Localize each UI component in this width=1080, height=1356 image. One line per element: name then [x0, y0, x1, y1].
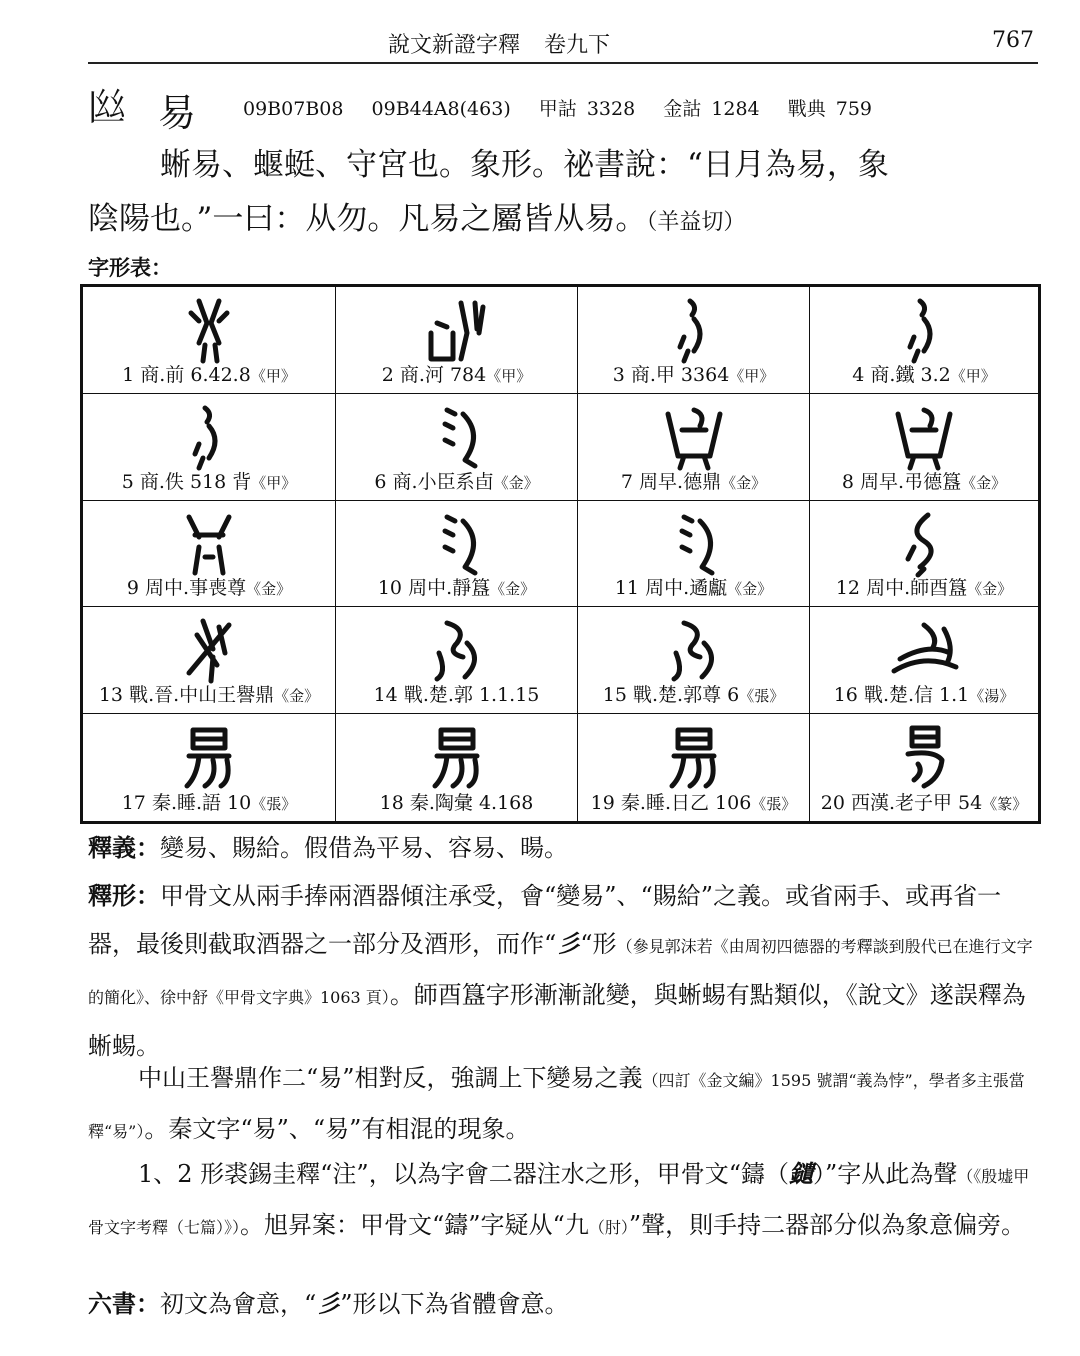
- glyph-number: 17: [121, 792, 146, 814]
- glyph-corpus-tag: 《金》: [961, 473, 1007, 492]
- glyph-stroke: [469, 760, 476, 786]
- glyph-corpus-tag: 《甲》: [251, 473, 297, 492]
- glyph-stroke: [445, 531, 453, 535]
- glyph-cell: [578, 394, 810, 501]
- oracle-glyph-vessels-pouring-icon: [417, 293, 497, 365]
- glyph-stroke: [453, 760, 462, 786]
- glyph-stroke: [195, 547, 199, 573]
- glyph-source-reference: 戰.楚.郭尊 6: [633, 684, 740, 707]
- glyph-cell: [578, 607, 810, 714]
- shuowen-quote: [88, 138, 1038, 250]
- glyph-cell: [83, 607, 336, 714]
- glyph-stroke: [479, 307, 483, 333]
- note12-text-3: 。旭昇案：甲骨文“鑄”字疑从“九: [240, 1211, 589, 1239]
- glyph-stroke: [920, 301, 925, 315]
- glyph-corpus-tag: 《甲》: [729, 366, 775, 385]
- glyph-corpus-tag: 《金》: [246, 580, 292, 599]
- bronze-glyph-abbreviated-icon: [654, 507, 734, 579]
- glyph-cell: [336, 607, 578, 714]
- book-title: 說文新證字釋: [388, 33, 521, 58]
- glyph-stroke: [944, 629, 950, 661]
- glyph-stroke: [431, 333, 453, 359]
- glyph-stroke: [684, 623, 700, 657]
- glyph-stroke: [219, 547, 223, 573]
- glyph-stroke: [668, 414, 720, 456]
- glyph-stroke: [680, 337, 684, 347]
- glyph-cell: [336, 394, 578, 501]
- glyph-cell-label: [810, 680, 1038, 707]
- glyph-cell: [810, 501, 1038, 608]
- shixing-text-1: 甲骨文从兩手捧兩酒器傾注承受，會“變易”、“賜給”之義。或省兩手、或再省一器，最後則截取酒器之一部分及酒形，而作“: [88, 882, 1002, 958]
- glyph-cell-label: [336, 467, 577, 494]
- glyph-cell: [83, 501, 336, 608]
- glyph-stroke: [203, 345, 205, 361]
- glyph-stroke: [674, 653, 680, 679]
- shiyi-label: 釋義：: [88, 833, 160, 862]
- inline-glyph-zhu: 𨯯: [788, 1159, 813, 1188]
- glyph-cell-label: [578, 573, 809, 600]
- glyph-stroke: [924, 625, 935, 649]
- glyph-stroke: [437, 323, 447, 327]
- glyph-source-reference: 秦.睡.語 10: [151, 792, 252, 814]
- glyph-corpus-tag: 《篆》: [982, 795, 1028, 813]
- glyph-cell-label: [578, 360, 809, 387]
- glyph-corpus-tag: 《張》: [251, 795, 297, 813]
- liushu-text-1: 初文為會意，“: [160, 1290, 317, 1318]
- glyph-corpus-tag: 《張》: [739, 687, 785, 706]
- glyph-source-reference: 商.小臣系卣: [392, 470, 494, 493]
- glyph-cell-label: [336, 573, 577, 600]
- glyph-cell-label: [810, 573, 1038, 600]
- glyph-cell: [810, 394, 1038, 501]
- chu-glyph-wide-icon: [884, 613, 964, 685]
- glyph-stroke: [924, 410, 932, 426]
- glyph-stroke: [445, 440, 453, 444]
- glyph-cell-label: [83, 680, 335, 707]
- glyph-stroke: [694, 319, 700, 351]
- glyph-stroke: [706, 760, 713, 786]
- glyph-cell-label: [810, 788, 1038, 815]
- entry-headline: [88, 82, 1038, 135]
- glyph-source-reference: 商.前 6.42.8: [140, 363, 251, 386]
- chu-glyph-icon: [654, 613, 734, 685]
- oracle-glyph-hands-vessels-icon: [169, 293, 249, 365]
- glyph-cell: [810, 287, 1038, 394]
- glyph-source-reference: 商.鐵 3.2: [870, 363, 951, 386]
- qin-glyph-icon: [169, 720, 249, 792]
- glyph-corpus-tag: 《湯》: [969, 687, 1015, 706]
- glyph-stroke: [211, 657, 213, 681]
- modern-head-character: 易: [158, 91, 197, 135]
- glyph-stroke: [219, 313, 227, 321]
- glyph-source-reference: 周早.德鼎: [639, 470, 722, 493]
- glyph-source-reference: 周中.靜簋: [408, 577, 491, 600]
- shiyi-paragraph: [88, 830, 1038, 866]
- shuowen-line-1: 蜥易、蝘蜓、守宮也。象形。祕書說：“日月為易，象: [160, 147, 889, 183]
- zhongshan-text-1: 中山王譽鼎作二“易”相對反，強調上下變易之義: [138, 1064, 643, 1092]
- glyph-stroke: [445, 424, 453, 428]
- code-1: 09B07B08: [243, 98, 344, 120]
- glyph-number: 18: [379, 792, 404, 814]
- glyph-stroke: [187, 756, 199, 786]
- glyph-number: 6: [374, 470, 387, 493]
- glyph-stroke: [435, 756, 447, 786]
- bronze-glyph-abbreviated-icon: [417, 507, 497, 579]
- glyph-cell: [336, 501, 578, 608]
- glyph-stroke: [694, 410, 702, 426]
- glyph-cell-label: [83, 360, 335, 387]
- glyph-stroke: [908, 547, 914, 559]
- running-title: [388, 28, 610, 59]
- shiyi-text: 變易、賜給。假借為平易、容易、暘。: [160, 834, 568, 862]
- glyph-stroke: [445, 547, 453, 551]
- glyph-stroke: [447, 517, 455, 521]
- oracle-glyph-abbreviated-icon: [169, 400, 249, 472]
- qin-glyph-icon: [417, 720, 497, 792]
- forms-1-2-paragraph: [88, 1150, 1038, 1252]
- glyph-cell: [336, 287, 578, 394]
- liushu-paragraph: [88, 1286, 1038, 1322]
- glyph-table-heading: 字形表：: [88, 255, 172, 280]
- glyph-stroke: [690, 301, 695, 315]
- bronze-glyph-curved-icon: [884, 507, 964, 579]
- shixing-text-2: “形: [580, 930, 617, 958]
- qin-glyph-icon: [654, 720, 734, 792]
- jiagu-ref: 甲詁 3328: [538, 98, 636, 120]
- glyph-number: 14: [373, 684, 398, 707]
- glyph-number: 12: [835, 577, 861, 600]
- liushu-text-2: ”形以下為省體會意。: [340, 1290, 569, 1318]
- glyph-cell: [83, 394, 336, 501]
- glyph-stroke: [447, 410, 455, 414]
- glyph-stroke: [672, 756, 684, 786]
- glyph-stroke: [215, 345, 217, 361]
- glyph-source-reference: 商.佚 518 背: [139, 470, 252, 493]
- glyph-cell-label: [83, 788, 335, 815]
- page-number: 767: [992, 28, 1034, 53]
- glyph-source-reference: 周早.弔德簋: [860, 470, 962, 493]
- glyph-corpus-tag: 《金》: [490, 580, 536, 599]
- oracle-glyph-abbreviated-icon: [884, 293, 964, 365]
- glyph-number: 19: [590, 792, 615, 814]
- glyph-source-reference: 西漢.老子甲 54: [850, 792, 983, 814]
- glyph-number: 11: [614, 577, 640, 600]
- glyph-source-reference: 戰.楚.郭 1.1.15: [403, 684, 540, 707]
- glyph-source-reference: 戰.晉.中山王譽鼎: [129, 684, 275, 707]
- glyph-source-reference: 秦.睡.日乙 106: [620, 792, 752, 814]
- liushu-label: 六書：: [88, 1289, 160, 1318]
- glyph-number: 9: [126, 577, 139, 600]
- glyph-source-reference: 周中.事喪尊: [145, 577, 247, 600]
- seal-head-character: 𢆸: [88, 85, 127, 129]
- glyph-cell: [810, 714, 1038, 821]
- glyph-stroke: [205, 408, 210, 422]
- glyph-number: 7: [620, 470, 633, 493]
- han-glyph-icon: [884, 720, 964, 792]
- glyph-number: 13: [98, 684, 124, 707]
- glyph-stroke: [191, 313, 199, 321]
- page-header: [88, 22, 1038, 64]
- glyph-corpus-tag: 《金》: [967, 580, 1013, 599]
- glyph-number: 10: [377, 577, 403, 600]
- glyph-stroke: [910, 337, 914, 347]
- glyph-source-reference: 周中.師酉簋: [866, 577, 968, 600]
- bronze-glyph-vessel-icon: [884, 400, 964, 472]
- glyph-stroke: [205, 760, 214, 786]
- glyph-source-reference: 周中.遹甗: [645, 577, 728, 600]
- chu-glyph-icon: [417, 613, 497, 685]
- glyph-corpus-tag: 《金》: [721, 473, 767, 492]
- glyph-stroke: [437, 653, 443, 679]
- glyph-cell: [578, 714, 810, 821]
- inline-glyph-san: 彡: [556, 929, 581, 958]
- glyph-stroke: [700, 521, 712, 573]
- glyph-stroke: [684, 517, 692, 521]
- glyph-cell-label: [810, 467, 1038, 494]
- note12-text-4: ”聲，則手持二器部分似為象意偏旁。: [628, 1211, 1026, 1239]
- glyph-cell-label: [578, 788, 809, 815]
- glyph-number: 2: [381, 363, 394, 386]
- glyph-cell: [578, 501, 810, 608]
- glyph-corpus-tag: 《甲》: [250, 366, 296, 385]
- bronze-glyph-hands-vessels-icon: [169, 507, 249, 579]
- glyph-number: 8: [841, 470, 854, 493]
- glyph-source-reference: 戰.楚.信 1.1: [863, 684, 970, 707]
- glyph-corpus-tag: 《金》: [274, 687, 320, 706]
- glyph-cell: [810, 607, 1038, 714]
- fanqie: （羊益切）: [646, 210, 746, 235]
- glyph-corpus-tag: 《甲》: [486, 366, 532, 385]
- glyph-number: 5: [121, 470, 134, 493]
- glyph-stroke: [209, 426, 215, 458]
- shixing-text-3: 。師酉簋字形漸漸訛變，與蜥蜴有點類似，《說文》遂誤釋為蜥蜴。: [88, 981, 1026, 1060]
- glyph-corpus-tag: 《金》: [727, 580, 773, 599]
- shixing-note: （參見郭沫若《由周初四德器的考釋談到殷代已在進行文字的簡化》、徐中舒《甲骨文字典》1063 頁）: [88, 937, 1033, 1007]
- glyph-form-table: [80, 284, 1041, 824]
- shixing-label: 釋形：: [88, 881, 160, 910]
- glyph-stroke: [690, 760, 699, 786]
- note12-note-2: （肘）: [588, 1218, 629, 1237]
- glyph-cell-label: [336, 788, 577, 815]
- bronze-glyph-crossed-icon: [169, 613, 249, 685]
- oracle-glyph-abbreviated-icon: [654, 293, 734, 365]
- glyph-stroke: [463, 414, 475, 466]
- glyph-number: 16: [833, 684, 858, 707]
- glyph-stroke: [898, 414, 950, 456]
- glyph-cell-label: [578, 467, 809, 494]
- reference-codes: [243, 94, 890, 121]
- glyph-number: 1: [122, 363, 135, 386]
- glyph-source-reference: 秦.陶彙 4.168: [409, 792, 534, 814]
- glyph-stroke: [917, 515, 931, 567]
- bronze-glyph-vessel-icon: [654, 400, 734, 472]
- shuowen-line-2: 陰陽也。”一曰：从勿。凡易之屬皆从易。: [88, 201, 647, 237]
- glyph-stroke: [447, 623, 463, 657]
- glyph-stroke: [221, 760, 228, 786]
- glyph-cell-label: [83, 573, 335, 600]
- glyph-cell-label: [83, 467, 335, 494]
- note12-text-2: ）”字从此為聲: [812, 1160, 958, 1188]
- glyph-cell-label: [336, 360, 577, 387]
- glyph-cell: [83, 714, 336, 821]
- glyph-stroke: [475, 303, 477, 329]
- shixing-paragraph: [88, 872, 1038, 1070]
- glyph-number: 4: [852, 363, 865, 386]
- glyph-cell-label: [578, 680, 809, 707]
- jingu-ref: 金詁 1284: [663, 98, 760, 120]
- glyph-cell: [336, 714, 578, 821]
- glyph-cell: [83, 287, 336, 394]
- glyph-number: 3: [612, 363, 625, 386]
- glyph-stroke: [465, 643, 475, 677]
- glyph-source-reference: 商.河 784: [399, 363, 487, 386]
- glyph-stroke: [702, 643, 712, 677]
- zhongshan-text-2: 。秦文字“易”、“易”有相混的現象。: [144, 1115, 530, 1143]
- note12-text-1: 1、2 形裘錫圭釋“注”，以為字會二器注水之形，甲骨文“鑄（: [138, 1160, 789, 1188]
- zhandian-ref: 戰典 759: [787, 98, 872, 120]
- glyph-number: 20: [820, 792, 845, 814]
- zhongshan-paragraph: [88, 1054, 1038, 1156]
- glyph-source-reference: 商.甲 3364: [630, 363, 730, 386]
- glyph-stroke: [195, 444, 199, 454]
- bronze-glyph-abbreviated-icon: [417, 400, 497, 472]
- glyph-cell-label: [810, 360, 1038, 387]
- glyph-corpus-tag: 《張》: [751, 795, 797, 813]
- glyph-number: 15: [602, 684, 627, 707]
- zhongshan-note: （四訂《金文編》1595 號謂“義為悖”，學者多主張當釋“易”）: [88, 1071, 1025, 1141]
- inline-glyph-san-2: 彡: [316, 1289, 341, 1318]
- glyph-corpus-tag: 《金》: [493, 473, 539, 492]
- glyph-corpus-tag: 《甲》: [950, 366, 996, 385]
- glyph-stroke: [924, 319, 930, 351]
- code-2: 09B44A8(463): [371, 98, 511, 120]
- note12-note: （《殷墟甲骨文字考釋（七篇）》）: [88, 1167, 1030, 1237]
- volume-label: 卷九下: [544, 33, 611, 58]
- glyph-stroke: [682, 531, 690, 535]
- glyph-stroke: [463, 521, 475, 573]
- glyph-cell-label: [336, 680, 577, 707]
- glyph-stroke: [914, 764, 920, 780]
- glyph-stroke: [682, 547, 690, 551]
- glyph-cell: [578, 287, 810, 394]
- glyph-stroke: [900, 650, 950, 660]
- glyph-stroke: [461, 303, 467, 359]
